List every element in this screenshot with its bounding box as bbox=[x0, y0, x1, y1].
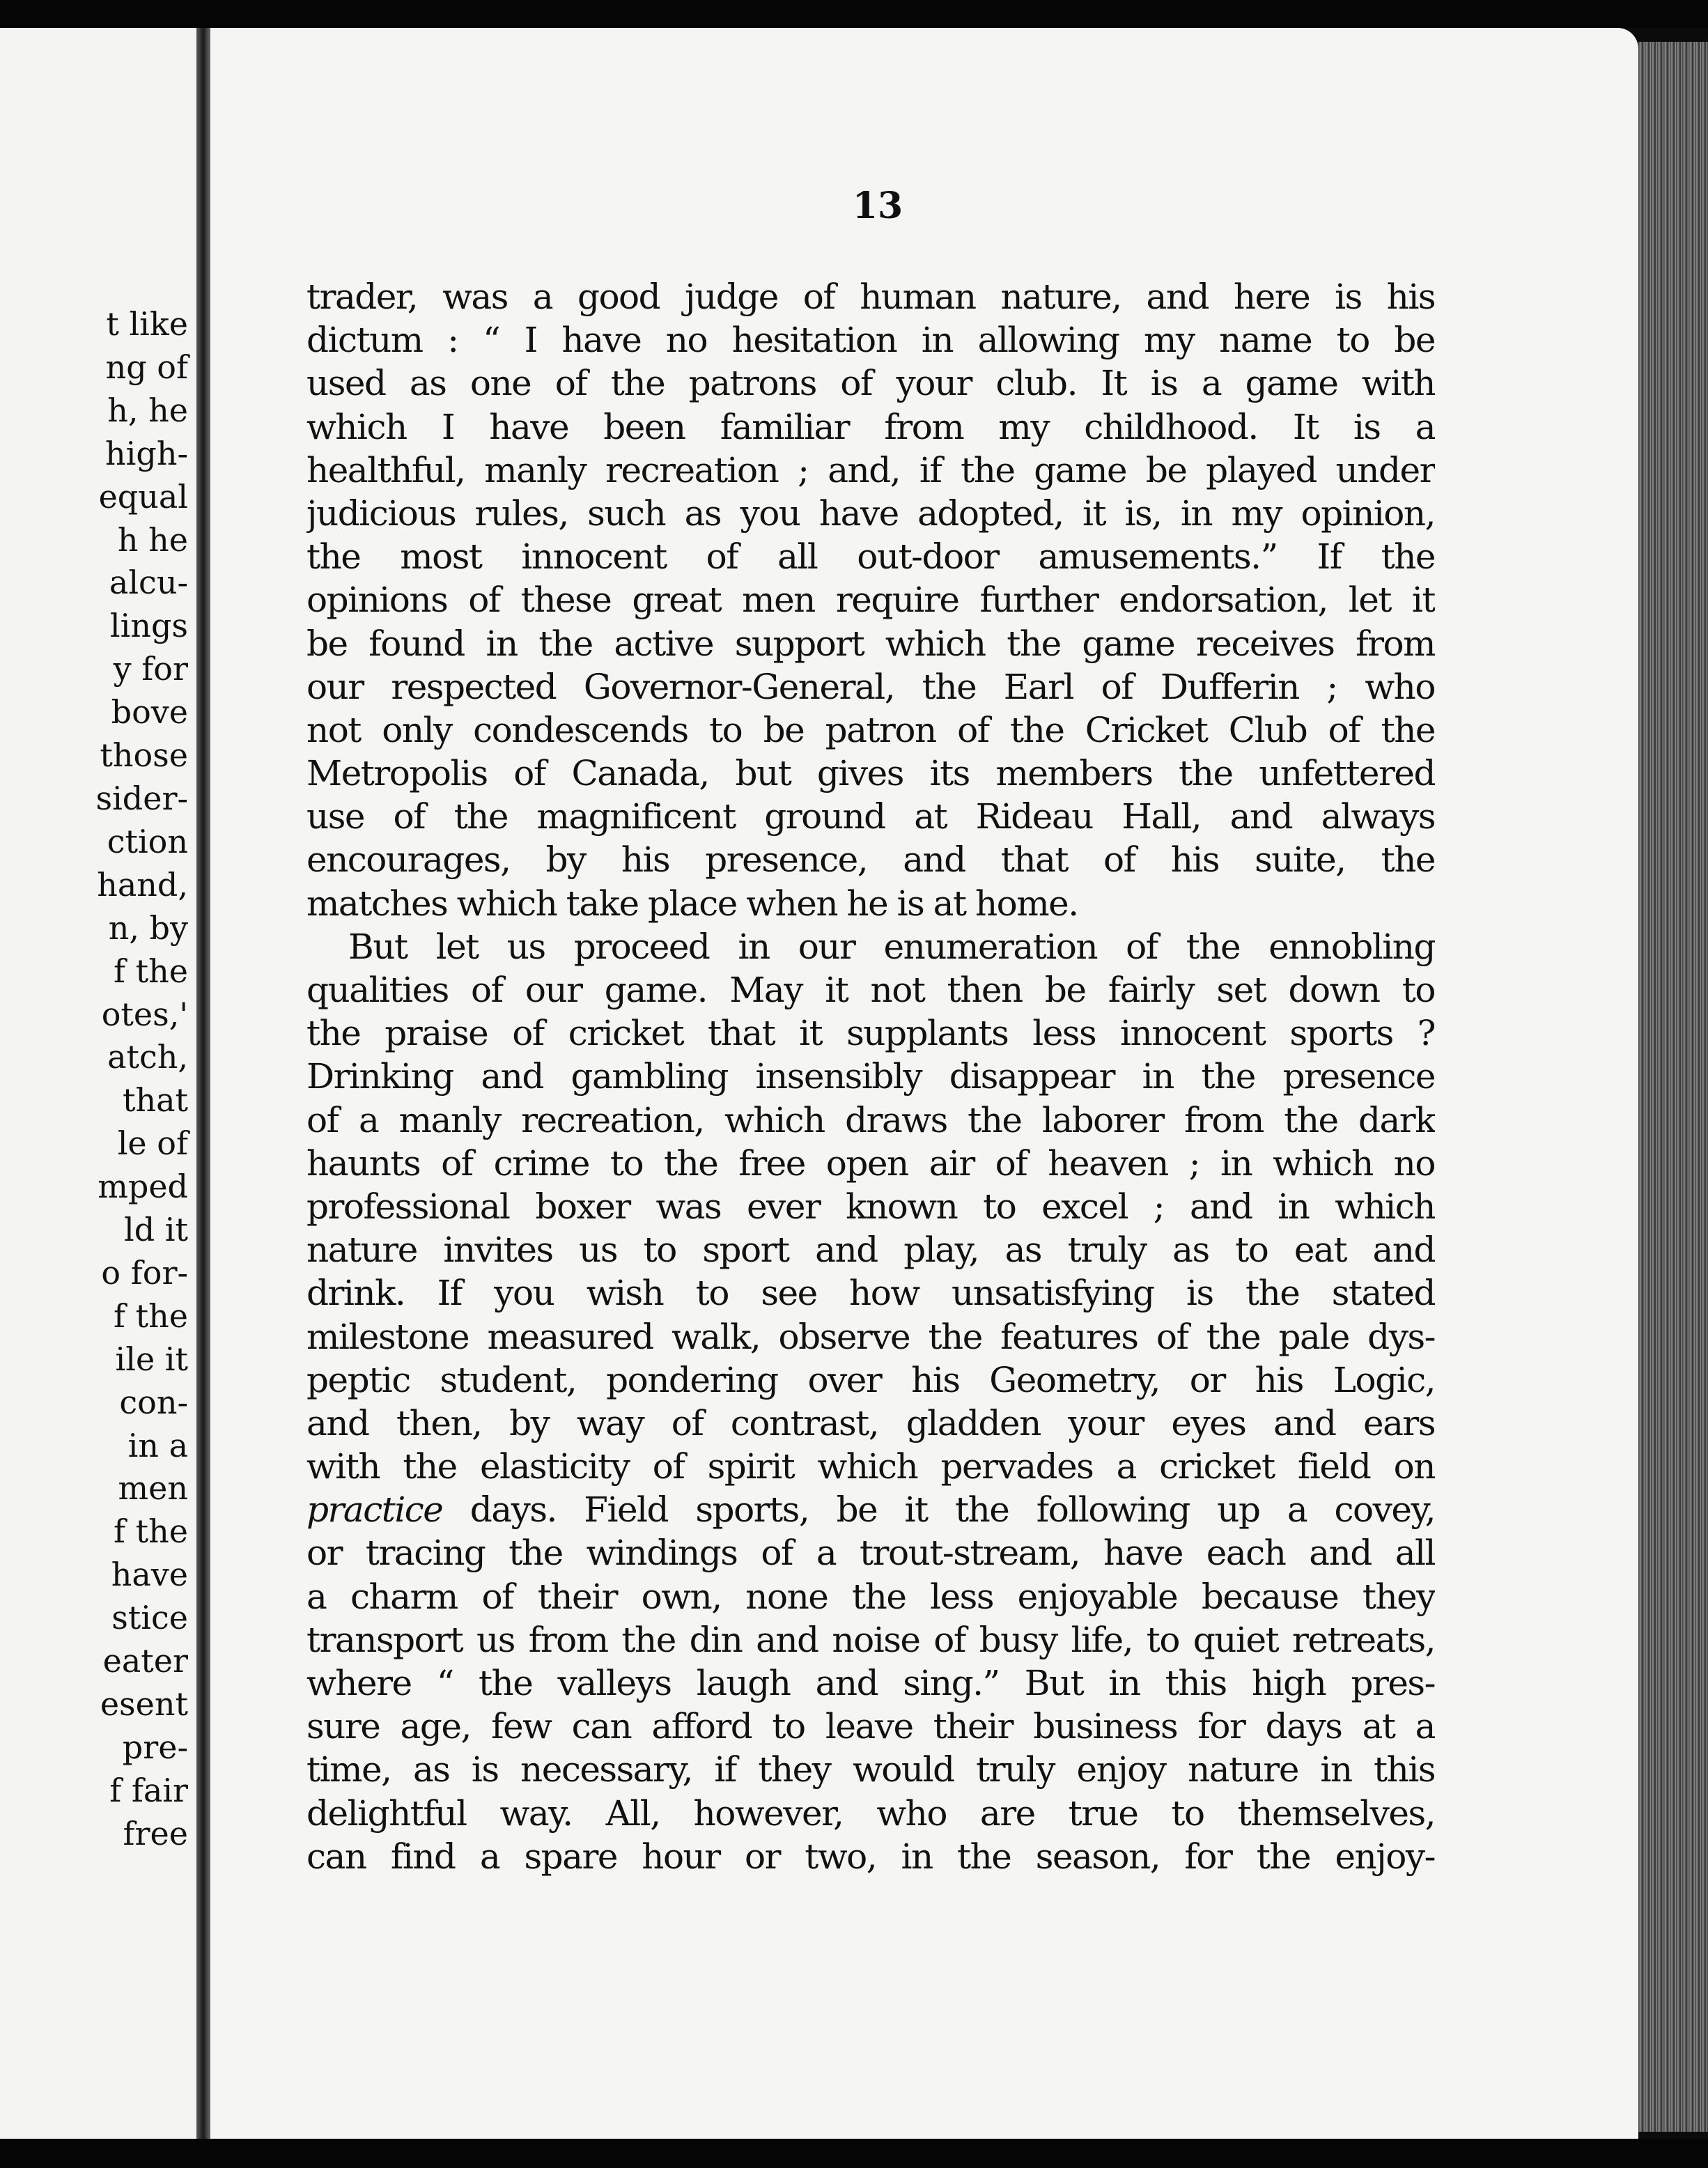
left-line: f the bbox=[114, 1512, 188, 1551]
text-line: nature invites us to sport and play, as truly as to eat and bbox=[306, 1230, 1435, 1271]
left-line: that bbox=[122, 1081, 188, 1120]
left-line: stice bbox=[111, 1599, 188, 1637]
italic-word: practice bbox=[306, 1489, 443, 1531]
text-line: qualities of our game. May it not then be fairly set down to bbox=[306, 970, 1435, 1010]
text-line: which I have been familiar from my childhood. It is a bbox=[306, 406, 1435, 447]
text-line-with-italic bbox=[306, 1488, 1435, 1531]
text-line: peptic student, pondering over his Geometry, or his Logic, bbox=[306, 1359, 1435, 1400]
left-page bbox=[0, 28, 196, 2146]
text-line: milestone measured walk, observe the features of the pale dys- bbox=[306, 1316, 1435, 1357]
left-line: in a bbox=[127, 1426, 188, 1464]
text-line: haunts of crime to the free open air of heaven ; in which no bbox=[306, 1143, 1435, 1184]
text-line: used as one of the patrons of your club. It is a game with bbox=[306, 363, 1435, 404]
text-line: the most innocent of all out-door amusements.” If the bbox=[306, 536, 1435, 578]
text-line: sure age, few can afford to leave their business for days at a bbox=[306, 1706, 1435, 1747]
left-line: eater bbox=[102, 1642, 188, 1680]
text-line: drink. If you wish to see how unsatisfying is the stated bbox=[306, 1273, 1435, 1314]
text-line: use of the magnificent ground at Rideau Hall, and always bbox=[306, 796, 1435, 837]
left-line: f the bbox=[114, 1296, 188, 1335]
left-line: h, he bbox=[107, 391, 188, 429]
text-line: opinions of these great men require further endorsation, let it bbox=[306, 580, 1435, 621]
text-line: Metropolis of Canada, but gives its members the unfettered bbox=[306, 753, 1435, 794]
left-line: h he bbox=[117, 520, 188, 559]
left-line: have bbox=[111, 1556, 188, 1594]
left-line: hand, bbox=[97, 865, 188, 904]
text-line: the praise of cricket that it supplants less innocent sports ? bbox=[306, 1013, 1435, 1054]
left-line: n, by bbox=[108, 908, 188, 947]
book-gutter bbox=[196, 28, 210, 2146]
text-line: our respected Governor-General, the Earl of Dufferin ; who bbox=[306, 666, 1435, 707]
text-line: not only condescends to be patron of the Cricket Club of the bbox=[306, 709, 1435, 750]
left-line: equal bbox=[98, 477, 188, 516]
left-line: high- bbox=[105, 434, 188, 472]
left-line: bove bbox=[111, 693, 188, 731]
text-line: trader, was a good judge of human nature, and here is his bbox=[306, 277, 1435, 317]
text-line: time, as is necessary, if they would truly enjoy nature in this bbox=[306, 1749, 1435, 1790]
left-line: f fair bbox=[109, 1771, 188, 1809]
left-line: sider- bbox=[95, 779, 188, 817]
left-line: f the bbox=[114, 952, 188, 990]
left-line: atch, bbox=[107, 1038, 188, 1076]
text-line: can find a spare hour or two, in the season, for the enjoy- bbox=[306, 1836, 1435, 1877]
text-line: be found in the active support which the game receives from bbox=[306, 623, 1435, 664]
text-line: delightful way. All, however, who are true to themselves, bbox=[306, 1793, 1435, 1834]
left-page-text bbox=[0, 303, 188, 1856]
left-line: y for bbox=[113, 650, 188, 688]
text-line: of a manly recreation, which draws the laborer from the dark bbox=[306, 1099, 1435, 1140]
left-line: pre- bbox=[122, 1728, 188, 1766]
left-line: free bbox=[123, 1814, 188, 1852]
left-line: t like bbox=[106, 305, 188, 343]
text-line: Drinking and gambling insensibly disappear in the presence bbox=[306, 1056, 1435, 1097]
text-line: encourages, by his presence, and that of his suite, the bbox=[306, 839, 1435, 881]
text-line: or tracing the windings of a trout-stream, have each and all bbox=[306, 1533, 1435, 1574]
text-line: dictum : “ I have no hesitation in allowing my name to be bbox=[306, 320, 1435, 361]
left-line: lings bbox=[109, 607, 188, 645]
page-number: 13 bbox=[852, 185, 903, 227]
text-line: healthful, manly recreation ; and, if the game be played under bbox=[306, 449, 1435, 490]
left-line: ng of bbox=[105, 348, 188, 386]
text-line: where “ the valleys laugh and sing.” But in this high pres- bbox=[306, 1663, 1435, 1703]
page-edges bbox=[1638, 42, 1708, 2132]
left-line: alcu- bbox=[109, 564, 188, 602]
body-text bbox=[306, 275, 1435, 1878]
text-line-rest: days. Field sports, be it the following up a covey, bbox=[469, 1489, 1435, 1531]
left-line: le of bbox=[117, 1124, 188, 1163]
scan-top-border bbox=[0, 0, 1708, 28]
left-line: ile it bbox=[115, 1340, 188, 1378]
text-line: judicious rules, such as you have adopted, it is, in my opinion, bbox=[306, 493, 1435, 534]
text-line: a charm of their own, none the less enjoyable because they bbox=[306, 1576, 1435, 1617]
left-line: those bbox=[100, 736, 188, 775]
left-line: o for- bbox=[101, 1253, 188, 1292]
left-line: mped bbox=[98, 1168, 188, 1206]
paragraph-end-line: matches which take place when he is at home. bbox=[306, 883, 1078, 924]
left-line: esent bbox=[100, 1685, 188, 1723]
left-line: con- bbox=[119, 1383, 188, 1421]
left-line: ld it bbox=[124, 1211, 188, 1249]
text-line: with the elasticity of spirit which pervades a cricket field on bbox=[306, 1446, 1435, 1487]
left-line: ction bbox=[107, 822, 188, 860]
paragraph-start-line: But let us proceed in our enumeration of the ennobling bbox=[348, 926, 1435, 967]
scan-bottom-border bbox=[0, 2139, 1708, 2168]
text-line: and then, by way of contrast, gladden your eyes and ears bbox=[306, 1402, 1435, 1443]
text-line: transport us from the din and noise of busy life, to quiet retreats, bbox=[306, 1619, 1435, 1660]
left-line: otes,' bbox=[101, 995, 188, 1033]
text-line: professional boxer was ever known to excel ; and in which bbox=[306, 1186, 1435, 1227]
left-line: men bbox=[118, 1469, 188, 1508]
